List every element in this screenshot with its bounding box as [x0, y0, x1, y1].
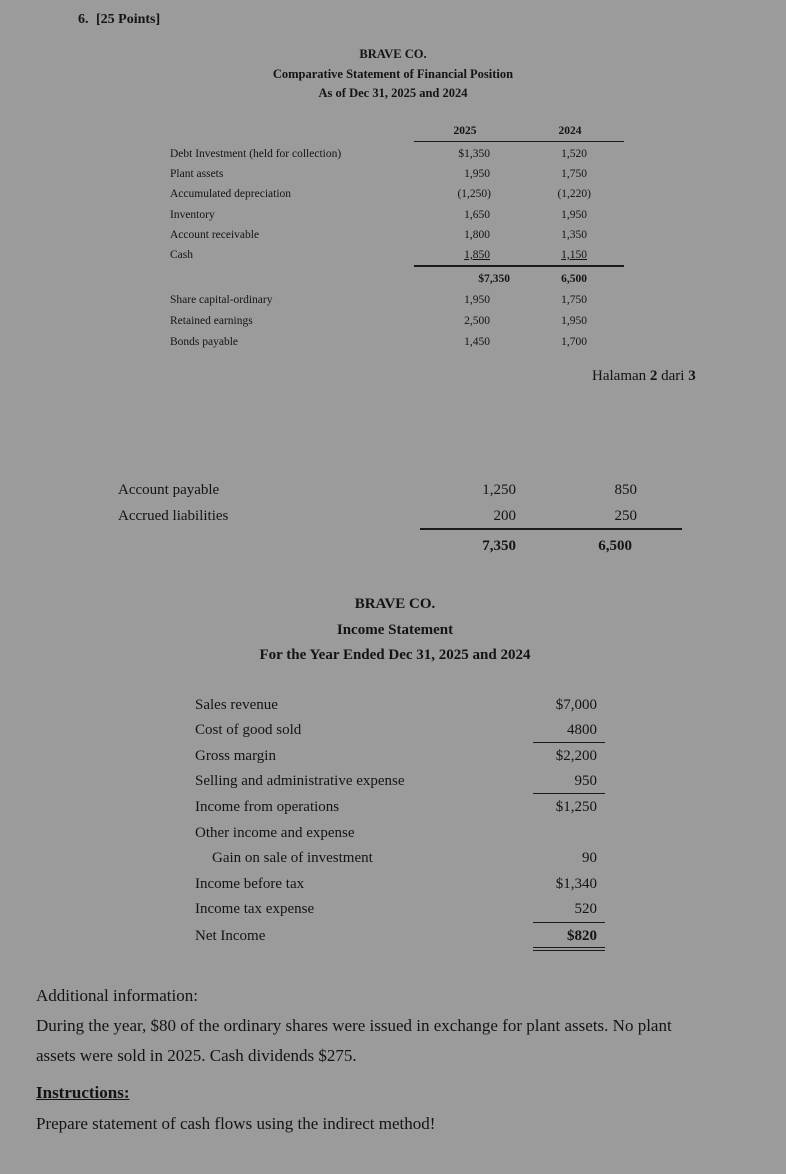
asset-label: Cash [170, 249, 193, 261]
page-of: dari [661, 368, 685, 384]
is-label: Sales revenue [195, 697, 278, 713]
asset-2025: (1,250) [457, 188, 491, 200]
is-label: Gain on sale of investment [212, 850, 373, 866]
total-le-2024: 6,500 [598, 538, 632, 554]
question-header [78, 12, 160, 28]
equity-2025: 1,450 [464, 336, 490, 348]
sfp-col-2024: 2024 [558, 125, 582, 137]
additional-heading: Additional information: [36, 986, 198, 1005]
is-value: 4800 [567, 722, 597, 738]
is-label: Income tax expense [195, 901, 315, 917]
is-label: Net Income [195, 928, 266, 944]
page-number: 2 [649, 368, 658, 384]
sfp-header-rule [414, 141, 624, 142]
asset-2024: (1,220) [557, 188, 591, 200]
additional-line: assets were sold in 2025. Cash dividends $275. [36, 1046, 357, 1065]
is-rule [533, 947, 605, 948]
is-rule [533, 793, 605, 794]
page-label: Halaman [592, 368, 647, 384]
page-total: 3 [688, 368, 696, 384]
asset-2025: 1,950 [464, 168, 490, 180]
is-value: $2,200 [555, 748, 597, 764]
asset-2025: 1,650 [464, 209, 490, 221]
is-value: $7,000 [555, 697, 597, 713]
asset-2024: 1,350 [561, 229, 587, 241]
liability-2024: 850 [614, 482, 637, 498]
additional-line: During the year, $80 of the ordinary shares were issued in exchange for plant assets. No plant [36, 1016, 672, 1035]
liability-label: Account payable [118, 482, 220, 498]
is-company: BRAVE CO. [354, 596, 436, 612]
asset-2024: 1,750 [561, 168, 587, 180]
liability-label: Accrued liabilities [118, 508, 229, 524]
is-value: 90 [582, 850, 597, 866]
is-value: 520 [574, 901, 597, 917]
sfp-col-2025: 2025 [453, 125, 477, 137]
is-rule [533, 950, 605, 951]
asset-2025: $1,350 [458, 148, 490, 160]
is-label: Cost of good sold [195, 722, 302, 738]
asset-2024: 1,950 [561, 209, 587, 221]
asset-2025: 1,800 [464, 229, 490, 241]
is-label: Other income and expense [195, 825, 355, 841]
sfp-title: Comparative Statement of Financial Position [272, 67, 514, 81]
sfp-assets-rule [414, 265, 624, 267]
asset-label: Plant assets [170, 168, 224, 180]
asset-label: Debt Investment (held for collection) [170, 148, 342, 160]
sfp-date: As of Dec 31, 2025 and 2024 [318, 86, 468, 100]
liability-2024: 250 [614, 508, 637, 524]
asset-label: Account receivable [170, 229, 260, 241]
is-value: $1,250 [555, 799, 597, 815]
equity-label: Share capital-ordinary [170, 294, 273, 306]
question-number: 6. [78, 12, 89, 27]
liability-2025: 1,250 [482, 482, 516, 498]
asset-label: Accumulated depreciation [170, 188, 292, 200]
instructions-heading: Instructions: [36, 1083, 130, 1102]
total-assets-2025: $7,350 [478, 273, 510, 285]
is-period: For the Year Ended Dec 31, 2025 and 2024 [259, 647, 531, 663]
is-value: $1,340 [555, 876, 597, 892]
instructions-text: Prepare statement of cash flows using the indirect method! [36, 1114, 436, 1133]
is-label: Income from operations [195, 799, 340, 815]
equity-label: Retained earnings [170, 315, 253, 327]
sfp-liabilities-rule [420, 528, 682, 530]
total-assets-2024: 6,500 [561, 273, 587, 285]
is-title: Income Statement [336, 622, 454, 638]
asset-2024: 1,150 [561, 249, 587, 261]
equity-label: Bonds payable [170, 336, 239, 348]
liability-2025: 200 [493, 508, 516, 524]
equity-2024: 1,750 [561, 294, 587, 306]
asset-label: Inventory [170, 209, 215, 221]
equity-2024: 1,950 [561, 315, 587, 327]
is-value: 950 [574, 773, 597, 789]
asset-2025: 1,850 [464, 249, 490, 261]
asset-2024: 1,520 [561, 148, 587, 160]
sfp-company: BRAVE CO. [359, 47, 427, 61]
total-le-2025: 7,350 [482, 538, 516, 554]
is-label: Income before tax [195, 876, 305, 892]
is-label: Gross margin [195, 748, 276, 764]
equity-2024: 1,700 [561, 336, 587, 348]
question-points: [25 Points] [96, 12, 161, 27]
equity-2025: 1,950 [464, 294, 490, 306]
is-value: $820 [567, 928, 597, 944]
is-rule [533, 922, 605, 923]
is-rule [533, 742, 605, 743]
page-indicator [592, 368, 696, 385]
is-label: Selling and administrative expense [195, 773, 405, 789]
equity-2025: 2,500 [464, 315, 490, 327]
